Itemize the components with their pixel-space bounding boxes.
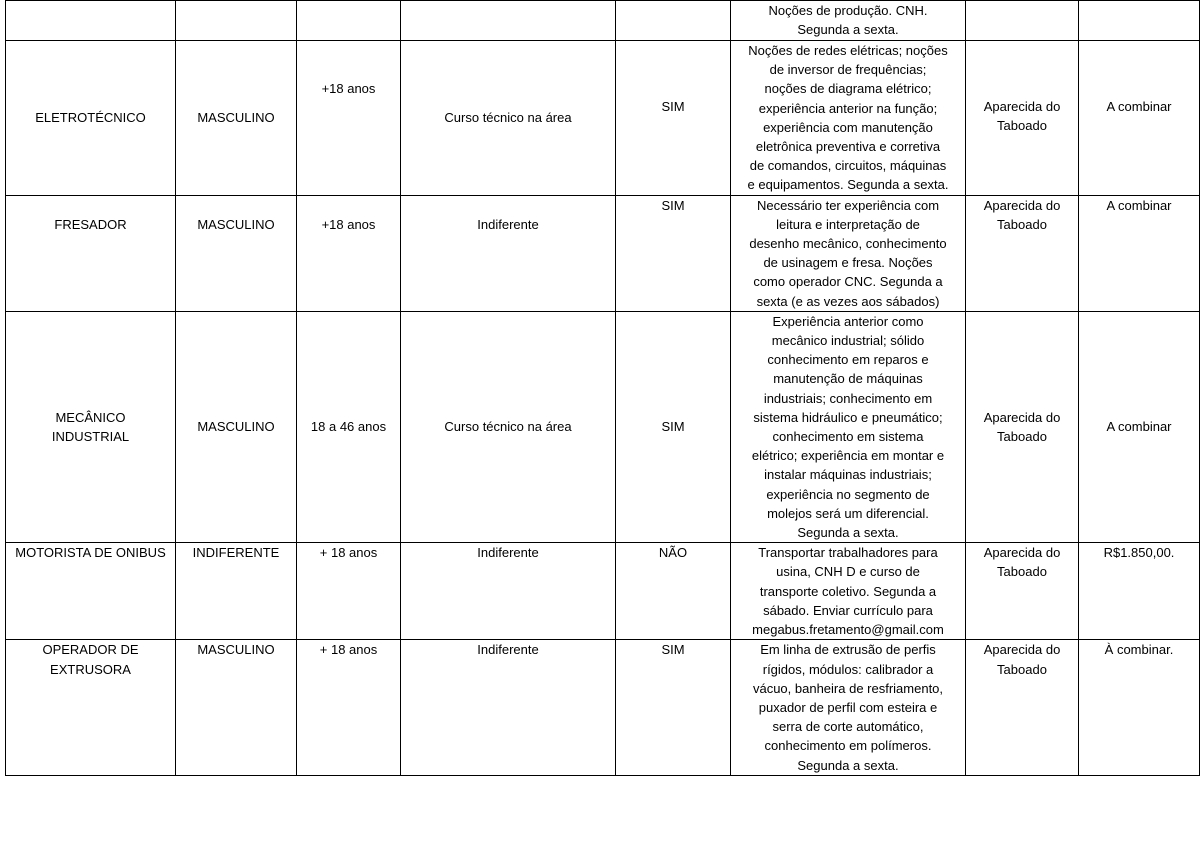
cargo-cell: OPERADOR DE EXTRUSORA: [6, 640, 176, 775]
salario-cell: À combinar.: [1079, 640, 1200, 775]
cidade-cell: [966, 1, 1079, 41]
salario-cell: R$1.850,00.: [1079, 543, 1200, 640]
requisitos-cell: Experiência anterior como mecânico industrial; sólido conhecimento em reparos e manutenção de máquinas industriais; conhecimento em sistema hidráulico e pneumático; conhecimento em sistema elétrico; experiência em montar e instalar máquinas industriais; experiência no segmento de molejos será um diferencial. Segunda a sexta.: [731, 311, 966, 542]
cidade-cell: Aparecida do Taboado: [966, 543, 1079, 640]
salario-cell: [1079, 1, 1200, 41]
cargo-cell: MOTORISTA DE ONIBUS: [6, 543, 176, 640]
cnh-cell: [616, 1, 731, 41]
salario-cell: A combinar: [1079, 41, 1200, 196]
table-row: [6, 311, 1200, 542]
table-row: [6, 195, 1200, 311]
escolaridade-cell: Indiferente: [401, 543, 616, 640]
sexo-cell: [176, 1, 297, 41]
cargo-cell: [6, 1, 176, 41]
table-row: [6, 41, 1200, 196]
cnh-cell: SIM: [616, 311, 731, 542]
cidade-cell: Aparecida do Taboado: [966, 640, 1079, 775]
idade-cell: +18 anos: [297, 41, 401, 196]
salario-cell: A combinar: [1079, 195, 1200, 311]
sexo-cell: INDIFERENTE: [176, 543, 297, 640]
requisitos-cell: Transportar trabalhadores para usina, CNH D e curso de transporte coletivo. Segunda a sábado. Enviar currículo para megabus.fretamento@gmail.com: [731, 543, 966, 640]
requisitos-cell: Noções de redes elétricas; noções de inversor de frequências; noções de diagrama elétrico; experiência anterior na função; experiência com manutenção eletrônica preventiva e corretiva de comandos, circuitos, máquinas e equipamentos. Segunda a sexta.: [731, 41, 966, 196]
sexo-cell: MASCULINO: [176, 195, 297, 311]
cidade-cell: Aparecida do Taboado: [966, 195, 1079, 311]
idade-cell: + 18 anos: [297, 543, 401, 640]
job-listings-table: [5, 0, 1200, 776]
requisitos-cell: Necessário ter experiência com leitura e interpretação de desenho mecânico, conhecimento de usinagem e fresa. Noções como operador CNC. Segunda a sexta (e as vezes aos sábados): [731, 195, 966, 311]
cargo-cell: FRESADOR: [6, 195, 176, 311]
cnh-cell: SIM: [616, 640, 731, 775]
escolaridade-cell: Curso técnico na área: [401, 311, 616, 542]
table-row: [6, 640, 1200, 775]
escolaridade-cell: Indiferente: [401, 195, 616, 311]
idade-cell: +18 anos: [297, 195, 401, 311]
sexo-cell: MASCULINO: [176, 311, 297, 542]
escolaridade-cell: [401, 1, 616, 41]
cidade-cell: Aparecida do Taboado: [966, 41, 1079, 196]
cargo-cell: MECÂNICO INDUSTRIAL: [6, 311, 176, 542]
table-row: [6, 543, 1200, 640]
cnh-cell: SIM: [616, 195, 731, 311]
sexo-cell: MASCULINO: [176, 640, 297, 775]
escolaridade-cell: Curso técnico na área: [401, 41, 616, 196]
requisitos-cell: Em linha de extrusão de perfis rígidos, módulos: calibrador a vácuo, banheira de resfriamento, puxador de perfil com esteira e serra de corte automático, conhecimento em polímeros. Segunda a sexta.: [731, 640, 966, 775]
escolaridade-cell: Indiferente: [401, 640, 616, 775]
idade-cell: + 18 anos: [297, 640, 401, 775]
requisitos-cell: Noções de produção. CNH. Segunda a sexta.: [731, 1, 966, 41]
cnh-cell: NÃO: [616, 543, 731, 640]
idade-cell: [297, 1, 401, 41]
sexo-cell: MASCULINO: [176, 41, 297, 196]
cnh-cell: SIM: [616, 41, 731, 196]
cidade-cell: Aparecida do Taboado: [966, 311, 1079, 542]
salario-cell: A combinar: [1079, 311, 1200, 542]
idade-cell: 18 a 46 anos: [297, 311, 401, 542]
table-row: [6, 1, 1200, 41]
cargo-cell: ELETROTÉCNICO: [6, 41, 176, 196]
